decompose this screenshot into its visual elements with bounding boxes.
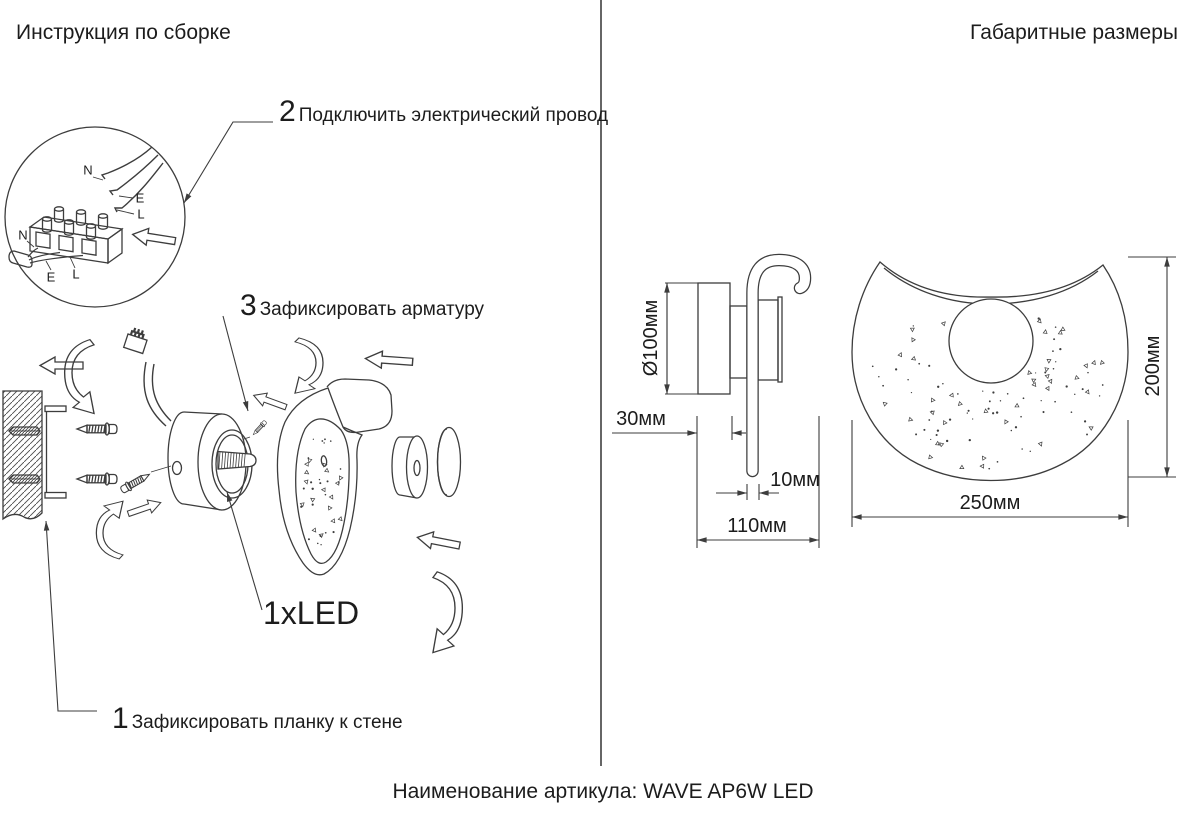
assembly-illustration [3,122,462,711]
step2-leader [184,122,273,203]
wire-label-n2: N [18,227,28,243]
mounting-strip [45,406,66,498]
shade-hole [949,299,1033,383]
dim-diameter: Ø100мм [640,299,662,377]
wire-label-l2: L [72,266,80,282]
dim-plate-thickness: 10мм [770,469,820,491]
wire-label-n: N [83,162,93,178]
right-panel-title: Габаритные размеры [970,21,1178,44]
screw-icon [77,423,117,435]
lamp-shade [277,379,392,575]
wire-label-e2: E [46,269,56,285]
direction-arrow-icon [40,357,83,374]
step-1 [112,704,403,734]
dim-total-depth: 110мм [727,515,787,537]
rotate-arrow-icon [433,572,462,653]
mount-base [168,412,256,510]
wire-label-e: E [135,190,145,206]
rotate-arrow-icon [65,340,94,414]
screw-icon [119,470,152,494]
front-view [852,262,1128,481]
step3-leader [223,316,248,411]
led-count-label: 1xLED [263,595,360,631]
step-3 [240,291,484,321]
step-2-label: Подключить электрический провод [298,105,609,126]
step1-leader [46,521,97,711]
front-view-dimensions [852,257,1176,527]
rotate-arrow-icon [295,338,323,393]
threaded-rod [218,452,256,470]
cover-disc [438,428,461,497]
direction-arrow-icon [251,389,288,414]
direction-arrow-icon [126,496,163,520]
side-view [698,260,805,471]
direction-arrow-icon [416,529,461,554]
dim-base-depth: 30мм [616,408,666,430]
shade-texture [300,438,343,545]
screw-icon [77,473,117,485]
wall [3,391,42,519]
dim-height: 200мм [1142,335,1164,397]
left-panel-title: Инструкция по сборке [16,21,231,44]
step-2-number: 2 [279,95,296,128]
screw-icon [251,420,267,437]
step-3-label: Зафиксировать арматуру [259,299,485,320]
direction-arrow-icon [365,350,413,370]
led-leader [227,492,262,610]
step-2 [279,97,608,127]
step-3-number: 3 [240,289,257,322]
article-name: Наименование артикула: WAVE AP6W LED [392,780,814,803]
step-1-label: Зафиксировать планку к стене [131,712,403,733]
insert-arrow-icon [131,226,176,250]
step-1-number: 1 [112,702,129,735]
driver-puck [392,436,428,498]
wiring-detail-circle [5,127,185,307]
dimensions-illustration [612,257,1176,548]
wire-label-l: L [137,206,145,222]
mains-wires [102,147,163,212]
rotate-arrow-icon [96,501,123,559]
connector-plug [124,326,171,426]
dim-width: 250мм [959,492,1021,514]
